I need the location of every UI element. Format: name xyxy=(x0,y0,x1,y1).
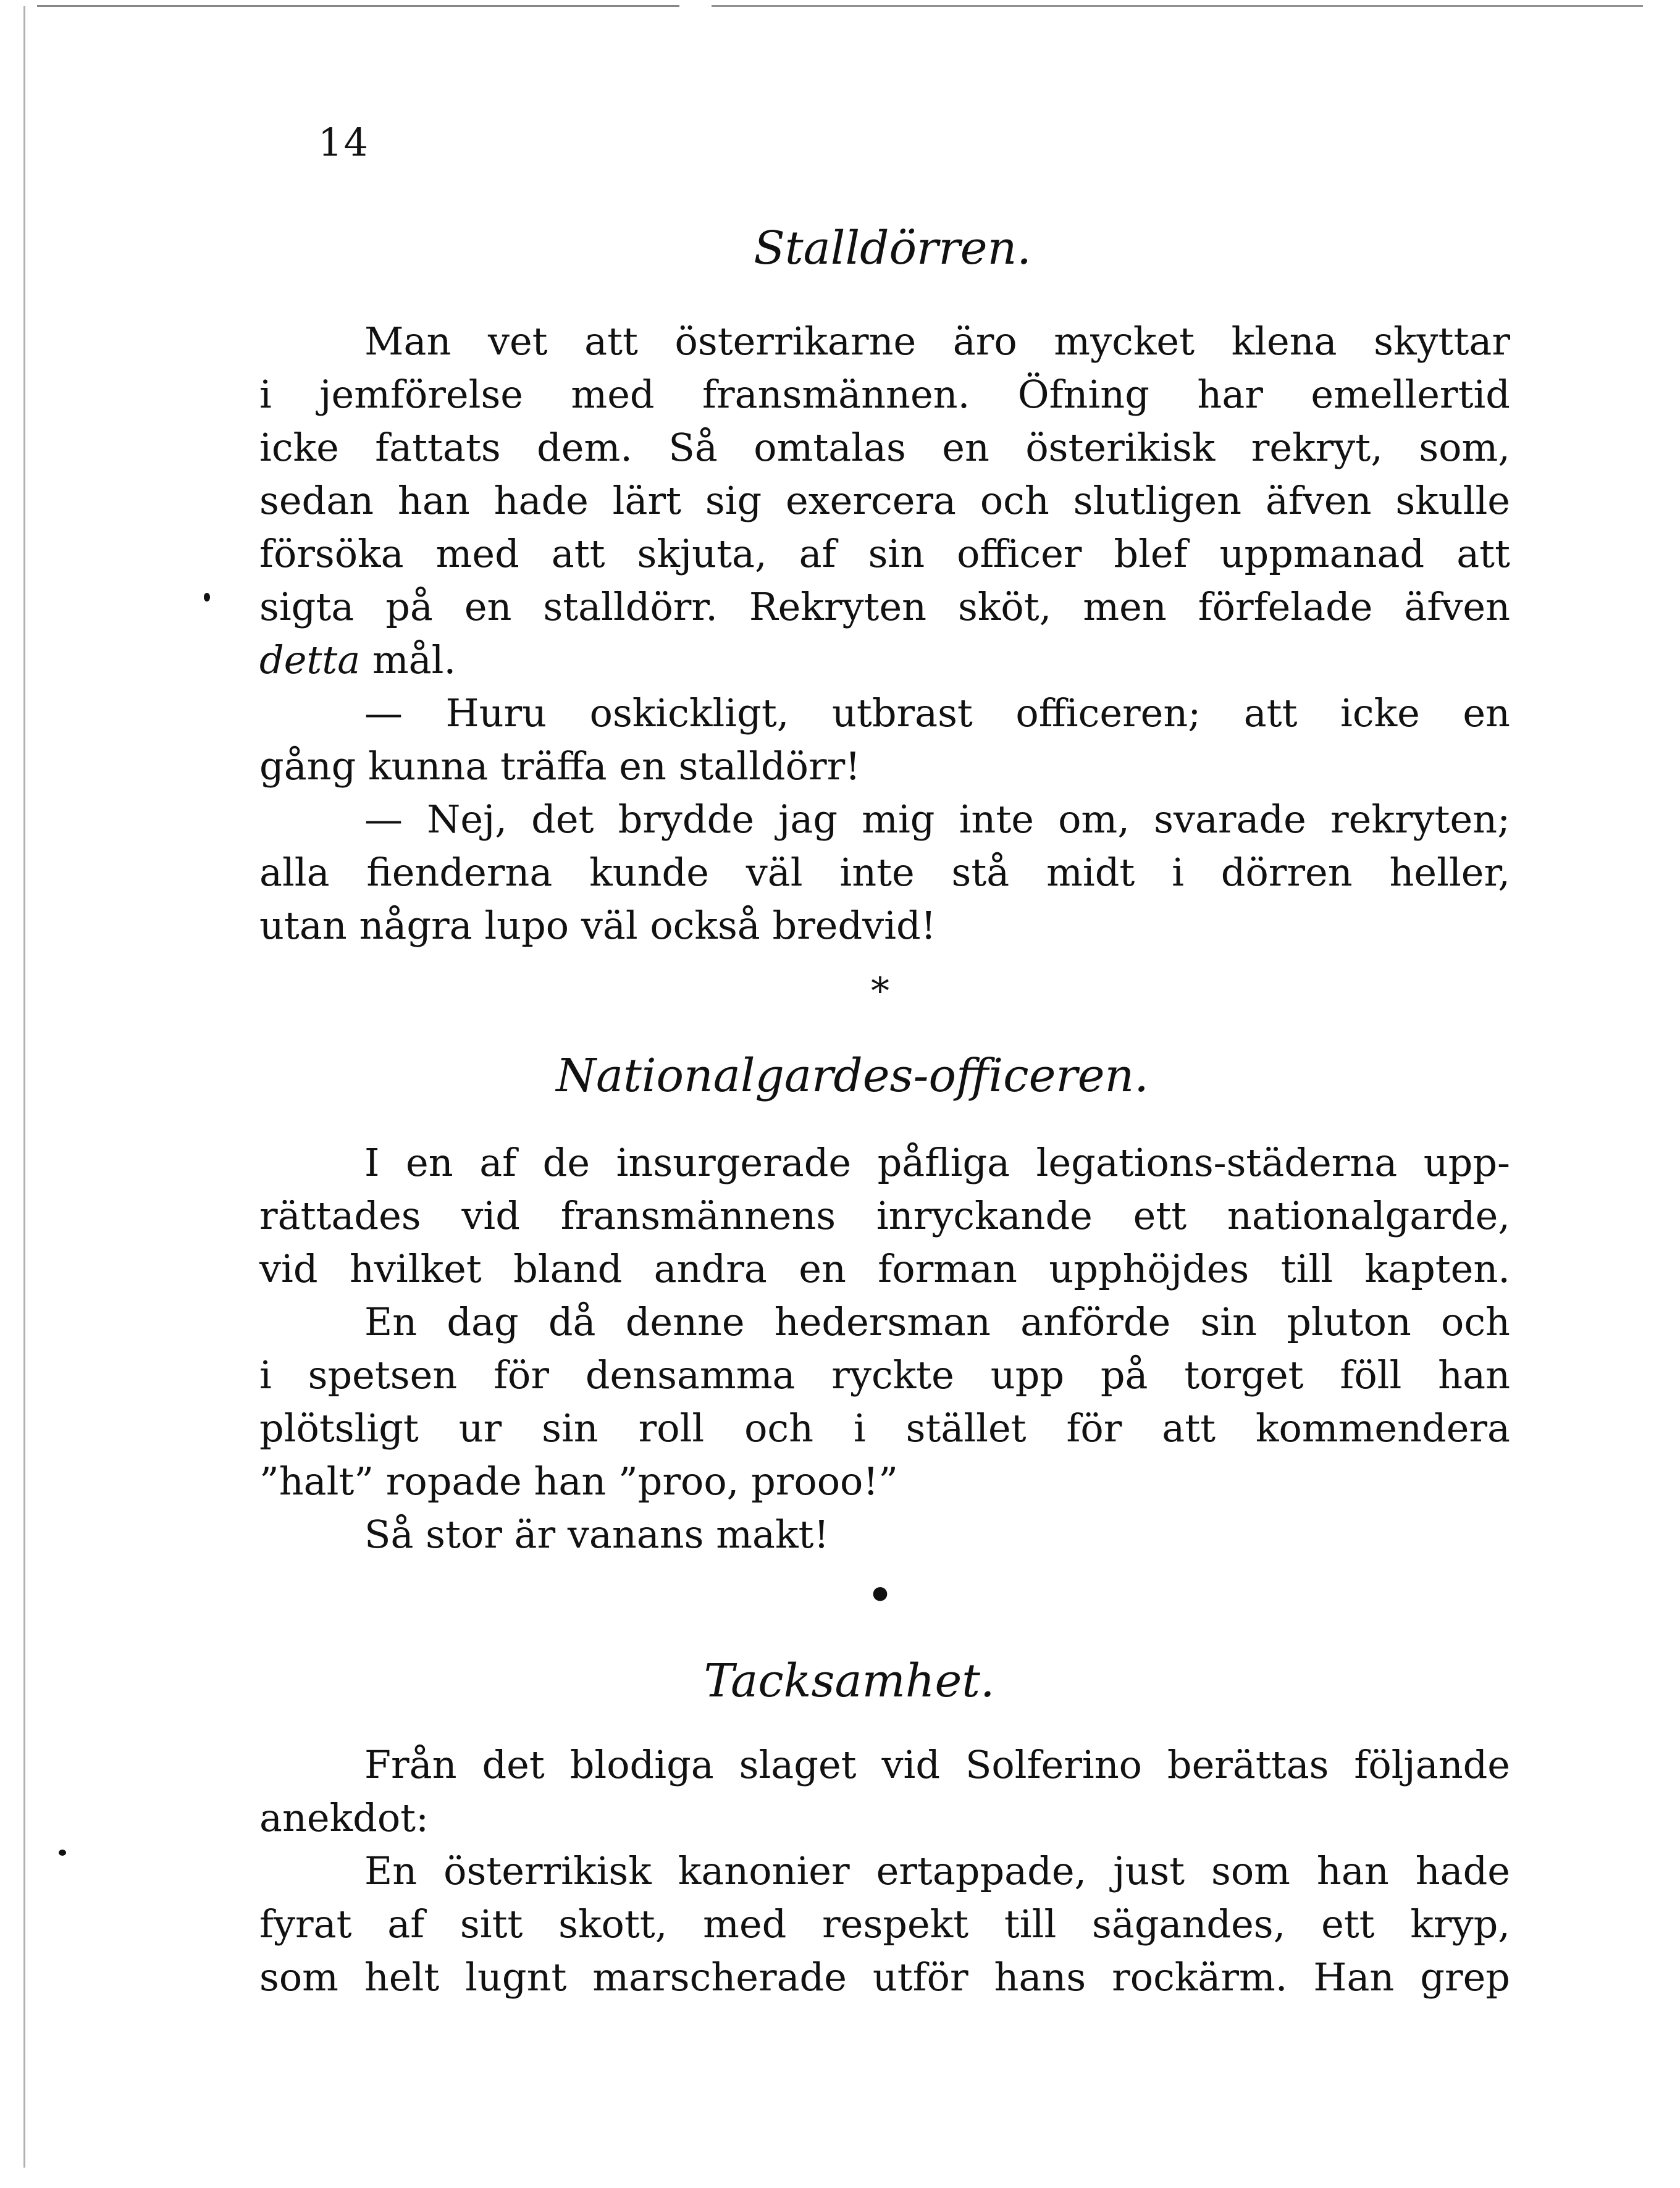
text-line: Man vet att österrikarne äro mycket klena skyttar xyxy=(364,319,1510,364)
text-line: i jemförelse med fransmännen. Öfning har emellertid xyxy=(259,372,1510,417)
section-body-stalldorren xyxy=(259,315,1510,952)
text-line: ”halt” ropade han ”proo, prooo!” xyxy=(259,1459,898,1504)
text-line: — Huru oskickligt, utbrast officeren; att icke en xyxy=(364,690,1510,736)
text-line: I en af de insurgerade påfliga legations-städerna upp- xyxy=(364,1140,1510,1185)
text-line: icke fattats dem. Så omtalas en österikisk rekryt, som, xyxy=(259,425,1510,470)
section-body-nationalgardes xyxy=(259,1136,1510,1561)
text-line: utan några lupo väl också bredvid! xyxy=(259,903,936,948)
separator-bullet: • xyxy=(865,1568,894,1624)
section-title-tacksamhet: Tacksamhet. xyxy=(704,1654,995,1708)
text-line: alla fienderna kunde väl inte stå midt i dörren heller, xyxy=(259,850,1510,895)
section-body-tacksamhet xyxy=(259,1738,1510,2004)
text-line: En österrikisk kanonier ertappade, just som han hade xyxy=(364,1848,1510,1893)
text-line: En dag då denne hedersman anförde sin pluton och xyxy=(364,1299,1510,1344)
scan-speck xyxy=(204,593,210,601)
page-number: 14 xyxy=(318,120,369,165)
scan-top-edge xyxy=(37,5,1643,7)
section-title-nationalgardes: Nationalgardes-officeren. xyxy=(556,1049,1149,1102)
text-line: fyrat af sitt skott, med respekt till sägandes, ett kryp, xyxy=(259,1901,1510,1947)
text-line: — Nej, det brydde jag mig inte om, svarade rekryten; xyxy=(364,797,1510,842)
text-line: vid hvilket bland andra en forman upphöjdes till kapten. xyxy=(259,1246,1510,1291)
text-line: sigta på en stalldörr. Rekryten sköt, men förfelade äfven xyxy=(259,584,1510,629)
text-line: anekdot: xyxy=(259,1795,429,1840)
text-line: Så stor är vanans makt! xyxy=(364,1512,830,1557)
text-line: Från det blodiga slaget vid Solferino berättas följande xyxy=(364,1742,1510,1787)
section-title-stalldorren: Stalldörren. xyxy=(754,222,1031,275)
text-line: i spetsen för densamma ryckte upp på torget föll han xyxy=(259,1352,1510,1398)
text-line: försöka med att skjuta, af sin officer blef uppmanad att xyxy=(259,531,1510,576)
text-line: gång kunna träffa en stalldörr! xyxy=(259,744,861,789)
separator-asterisk: * xyxy=(871,970,889,1013)
text-line: detta mål. xyxy=(259,637,456,682)
scan-speck xyxy=(59,1850,66,1856)
text-line: som helt lugnt marscherade utför hans rockärm. Han grep xyxy=(259,1955,1510,2000)
text-line: plötsligt ur sin roll och i stället för att kommendera xyxy=(259,1406,1510,1451)
text-line: rättades vid fransmännens inryckande ett nationalgarde, xyxy=(259,1193,1510,1238)
text-line: sedan han hade lärt sig exercera och slutligen äfven skulle xyxy=(259,478,1510,523)
